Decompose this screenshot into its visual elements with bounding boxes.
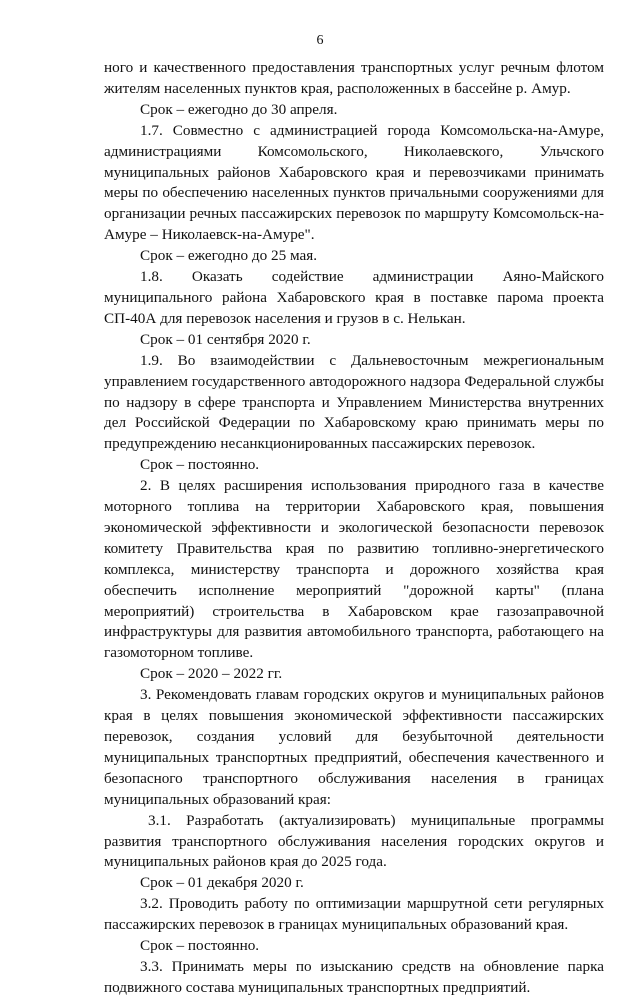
deadline-line: Срок – ежегодно до 25 мая. <box>140 247 318 265</box>
paragraph-2: 2. В целях расширения использования природного газа в качестве моторного топлива на территории Хабаровского края, повышения экономической эффективности и экологической безопасности перевозок комитету Правительства края по развитию топливно-энергетического комплекса, министерству транспорта и дорожного хозяйства края обеспечить исполнение мероприятий "дорожной карты" (плана мероприятий) строительства в Хабаровском крае газозаправочной инфраструктуры для развития автомобильного транспорта, работающего на газомоторном топливе. <box>104 477 604 662</box>
paragraph-3: 3. Рекомендовать главам городских округов и муниципальных районов края в целях повышения экономической эффективности пассажирских перевозок, создания условий для безубыточной деятельности муниципальных транспортных предприятий, обеспечения качественного и безопасного транспортного обслуживания населения в границах муниципальных образований края: <box>104 686 604 808</box>
paragraph-3-2: 3.2. Проводить работу по оптимизации маршрутной сети регулярных пассажирских перевозок в границах муниципальных образований края. <box>104 895 604 934</box>
deadline-line: Срок – постоянно. <box>140 937 260 955</box>
deadline-line: Срок – 01 сентября 2020 г. <box>140 330 311 348</box>
paragraph-1-9: 1.9. Во взаимодействии с Дальневосточным межрегиональным управлением государственного автодорожного надзора Федеральной службы по надзору в сфере транспорта и Управлением Министерства внутренних дел Российской Федерации по Хабаровскому краю принимать меры по предупреждению несанкционированных пассажирских перевозок. <box>104 351 604 453</box>
paragraph-1-8: 1.8. Оказать содействие администрации Аяно-Майского муниципального района Хабаровского края в поставке парома проекта СП-40А для перевозок населения и грузов в с. Нелькан. <box>104 268 604 327</box>
paragraph-1-7: 1.7. Совместно с администрацией города Комсомольска-на-Амуре, администрациями Комсомольского, Николаевского, Ульчского муниципальных районов Хабаровского края и перевозчиками принимать меры по обеспечению населенных пунктов причальными сооружениями для организации речных пассажирских перевозок по маршруту Комсомольск-на-Амуре – Николаевск-на-Амуре". <box>104 121 604 244</box>
deadline-line: Срок – 2020 – 2022 гг. <box>140 665 283 683</box>
deadline-line: Срок – постоянно. <box>140 456 260 474</box>
document-body <box>104 58 604 999</box>
paragraph-continuation: ного и качественного предоставления транспортных услуг речным флотом жителям населенных пунктов края, расположенных в бассейне р. Амур. <box>104 59 604 97</box>
page-number: 6 <box>316 33 324 48</box>
paragraph-3-1: 3.1. Разработать (актуализировать) муниципальные программы развития транспортного обслуживания населения городских округов и муниципальных районов края до 2025 года. <box>104 811 604 871</box>
deadline-line: Срок – ежегодно до 30 апреля. <box>140 100 338 118</box>
deadline-line: Срок – 01 декабря 2020 г. <box>140 874 304 892</box>
paragraph-3-3: 3.3. Принимать меры по изысканию средств на обновление парка подвижного состава муниципальных транспортных предприятий. <box>104 957 604 996</box>
